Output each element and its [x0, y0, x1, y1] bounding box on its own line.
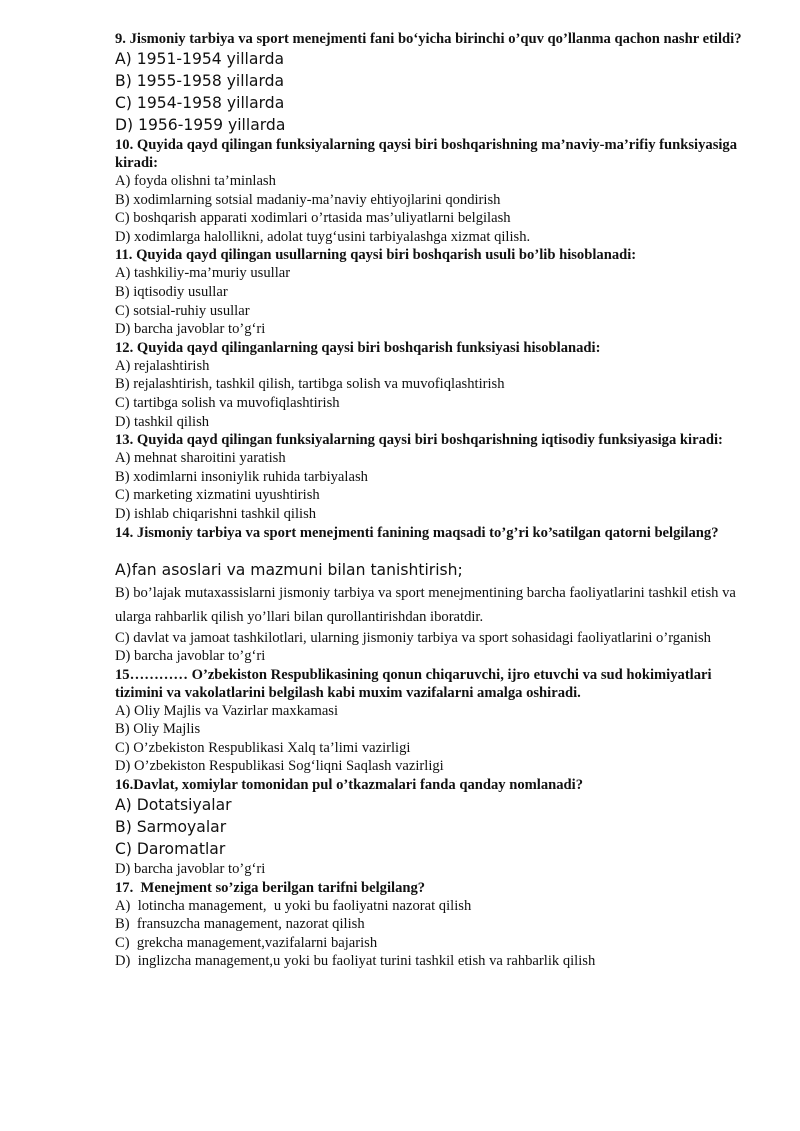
option-16d: D) barcha javoblar to’g‘ri	[115, 861, 266, 878]
question-11: 11. Quyida qayd qilingan usullarning qaysi biri boshqarish usuli bo’lib hisoblanadi:	[115, 247, 637, 264]
option-11b: B) iqtisodiy usullar	[115, 283, 228, 300]
option-14a: A)fan asoslari va mazmuni bilan tanishtirish;	[115, 560, 463, 579]
question-13: 13. Quyida qayd qilingan funksiyalarning qaysi biri boshqarishning iqtisodiy funksiyasiga kiradi:	[115, 432, 723, 449]
option-14b: B) bo’lajak mutaxassislarni jismoniy tarbiya va sport menejmentining barcha faoliyatlarini tashkil etish va ularga rahbarlik qilish yo’llari bilan qurollantirishdan iboratdir.	[115, 584, 736, 625]
option-9b: B) 1955-1958 yillarda	[115, 72, 285, 90]
option-17d: D) inglizcha management,u yoki bu faoliyat turini tashkil etish va rahbarlik qilish	[115, 953, 596, 970]
question-9: 9. Jismoniy tarbiya va sport menejmenti fani bo‘yicha birinchi o’quv qo’llanma qachon nashr etildi?	[115, 31, 742, 47]
spacer	[115, 542, 755, 560]
option-16c: C) Daromatlar	[115, 840, 226, 859]
question-17: 17. Menejment so’ziga berilgan tarifni belgilang?	[115, 879, 426, 896]
question-10: 10. Quyida qayd qilingan funksiyalarning qaysi biri boshqarishning ma’naviy-ma’rifiy funksiyasiga kiradi:	[115, 137, 738, 171]
option-14c: C) davlat va jamoat tashkilotlari, ularning jismoniy tarbiya va sport sohasidagi faoliyatlarini o’rganish	[115, 629, 711, 646]
option-10c: C) boshqarish apparati xodimlari o’rtasida mas’uliyatlarni belgilash	[115, 210, 511, 227]
option-9a: A) 1951-1954 yillarda	[115, 50, 285, 68]
option-13c: C) marketing xizmatini uyushtirish	[115, 487, 320, 504]
question-15: 15………… O’zbekiston Respublikasining qonun chiqaruvchi, ijro etuvchi va sud hokimiyatlari tizimini va vakolatlarini belgilash kabi muxim vazifalarni amalga oshiradi.	[115, 666, 712, 701]
option-9d: D) 1956-1959 yillarda	[115, 116, 286, 134]
option-11d: D) barcha javoblar to’g‘ri	[115, 321, 266, 338]
option-11a: A) tashkiliy-ma’muriy usullar	[115, 265, 291, 282]
option-12c: C) tartibga solish va muvofiqlashtirish	[115, 394, 340, 411]
option-17b: B) fransuzcha management, nazorat qilish	[115, 916, 365, 933]
test-document	[115, 30, 755, 971]
option-15b: B) Oliy Majlis	[115, 721, 201, 738]
option-13a: A) mehnat sharoitini yaratish	[115, 450, 286, 467]
option-17c: C) grekcha management,vazifalarni bajarish	[115, 934, 378, 951]
option-15c: C) O’zbekiston Respublikasi Xalq ta’limi vazirligi	[115, 739, 411, 756]
option-10b: B) xodimlarning sotsial madaniy-ma’naviy ehtiyojlarini qondirish	[115, 191, 501, 208]
option-12a: A) rejalashtirish	[115, 357, 210, 374]
option-12d: D) tashkil qilish	[115, 413, 210, 430]
option-13b: B) xodimlarni insoniylik ruhida tarbiyalash	[115, 468, 368, 485]
option-13d: D) ishlab chiqarishni tashkil qilish	[115, 505, 317, 522]
option-17a: A) lotincha management, u yoki bu faoliyatni nazorat qilish	[115, 897, 472, 914]
option-16a: A) Dotatsiyalar	[115, 796, 232, 815]
option-9c: C) 1954-1958 yillarda	[115, 94, 285, 112]
option-10a: A) foyda olishni ta’minlash	[115, 173, 276, 189]
question-12: 12. Quyida qayd qilinganlarning qaysi biri boshqarish funksiyasi hisoblanadi:	[115, 339, 601, 356]
option-16b: B) Sarmoyalar	[115, 818, 227, 837]
option-15a: A) Oliy Majlis va Vazirlar maxkamasi	[115, 702, 339, 719]
option-15d: D) O’zbekiston Respublikasi Sog‘liqni Saqlash vazirligi	[115, 758, 444, 775]
option-11c: C) sotsial-ruhiy usullar	[115, 302, 250, 319]
option-14d: D) barcha javoblar to’g‘ri	[115, 648, 266, 665]
option-12b: B) rejalashtirish, tashkil qilish, tartibga solish va muvofiqlashtirish	[115, 376, 505, 393]
option-10d: D) xodimlarga halollikni, adolat tuyg‘usini tarbiyalashga xizmat qilish.	[115, 228, 531, 245]
question-16: 16.Davlat, xomiylar tomonidan pul o’tkazmalari fanda qanday nomlanadi?	[115, 777, 584, 794]
question-14: 14. Jismoniy tarbiya va sport menejmenti fanining maqsadi to’g’ri ko’satilgan qatorni belgilang?	[115, 524, 719, 541]
